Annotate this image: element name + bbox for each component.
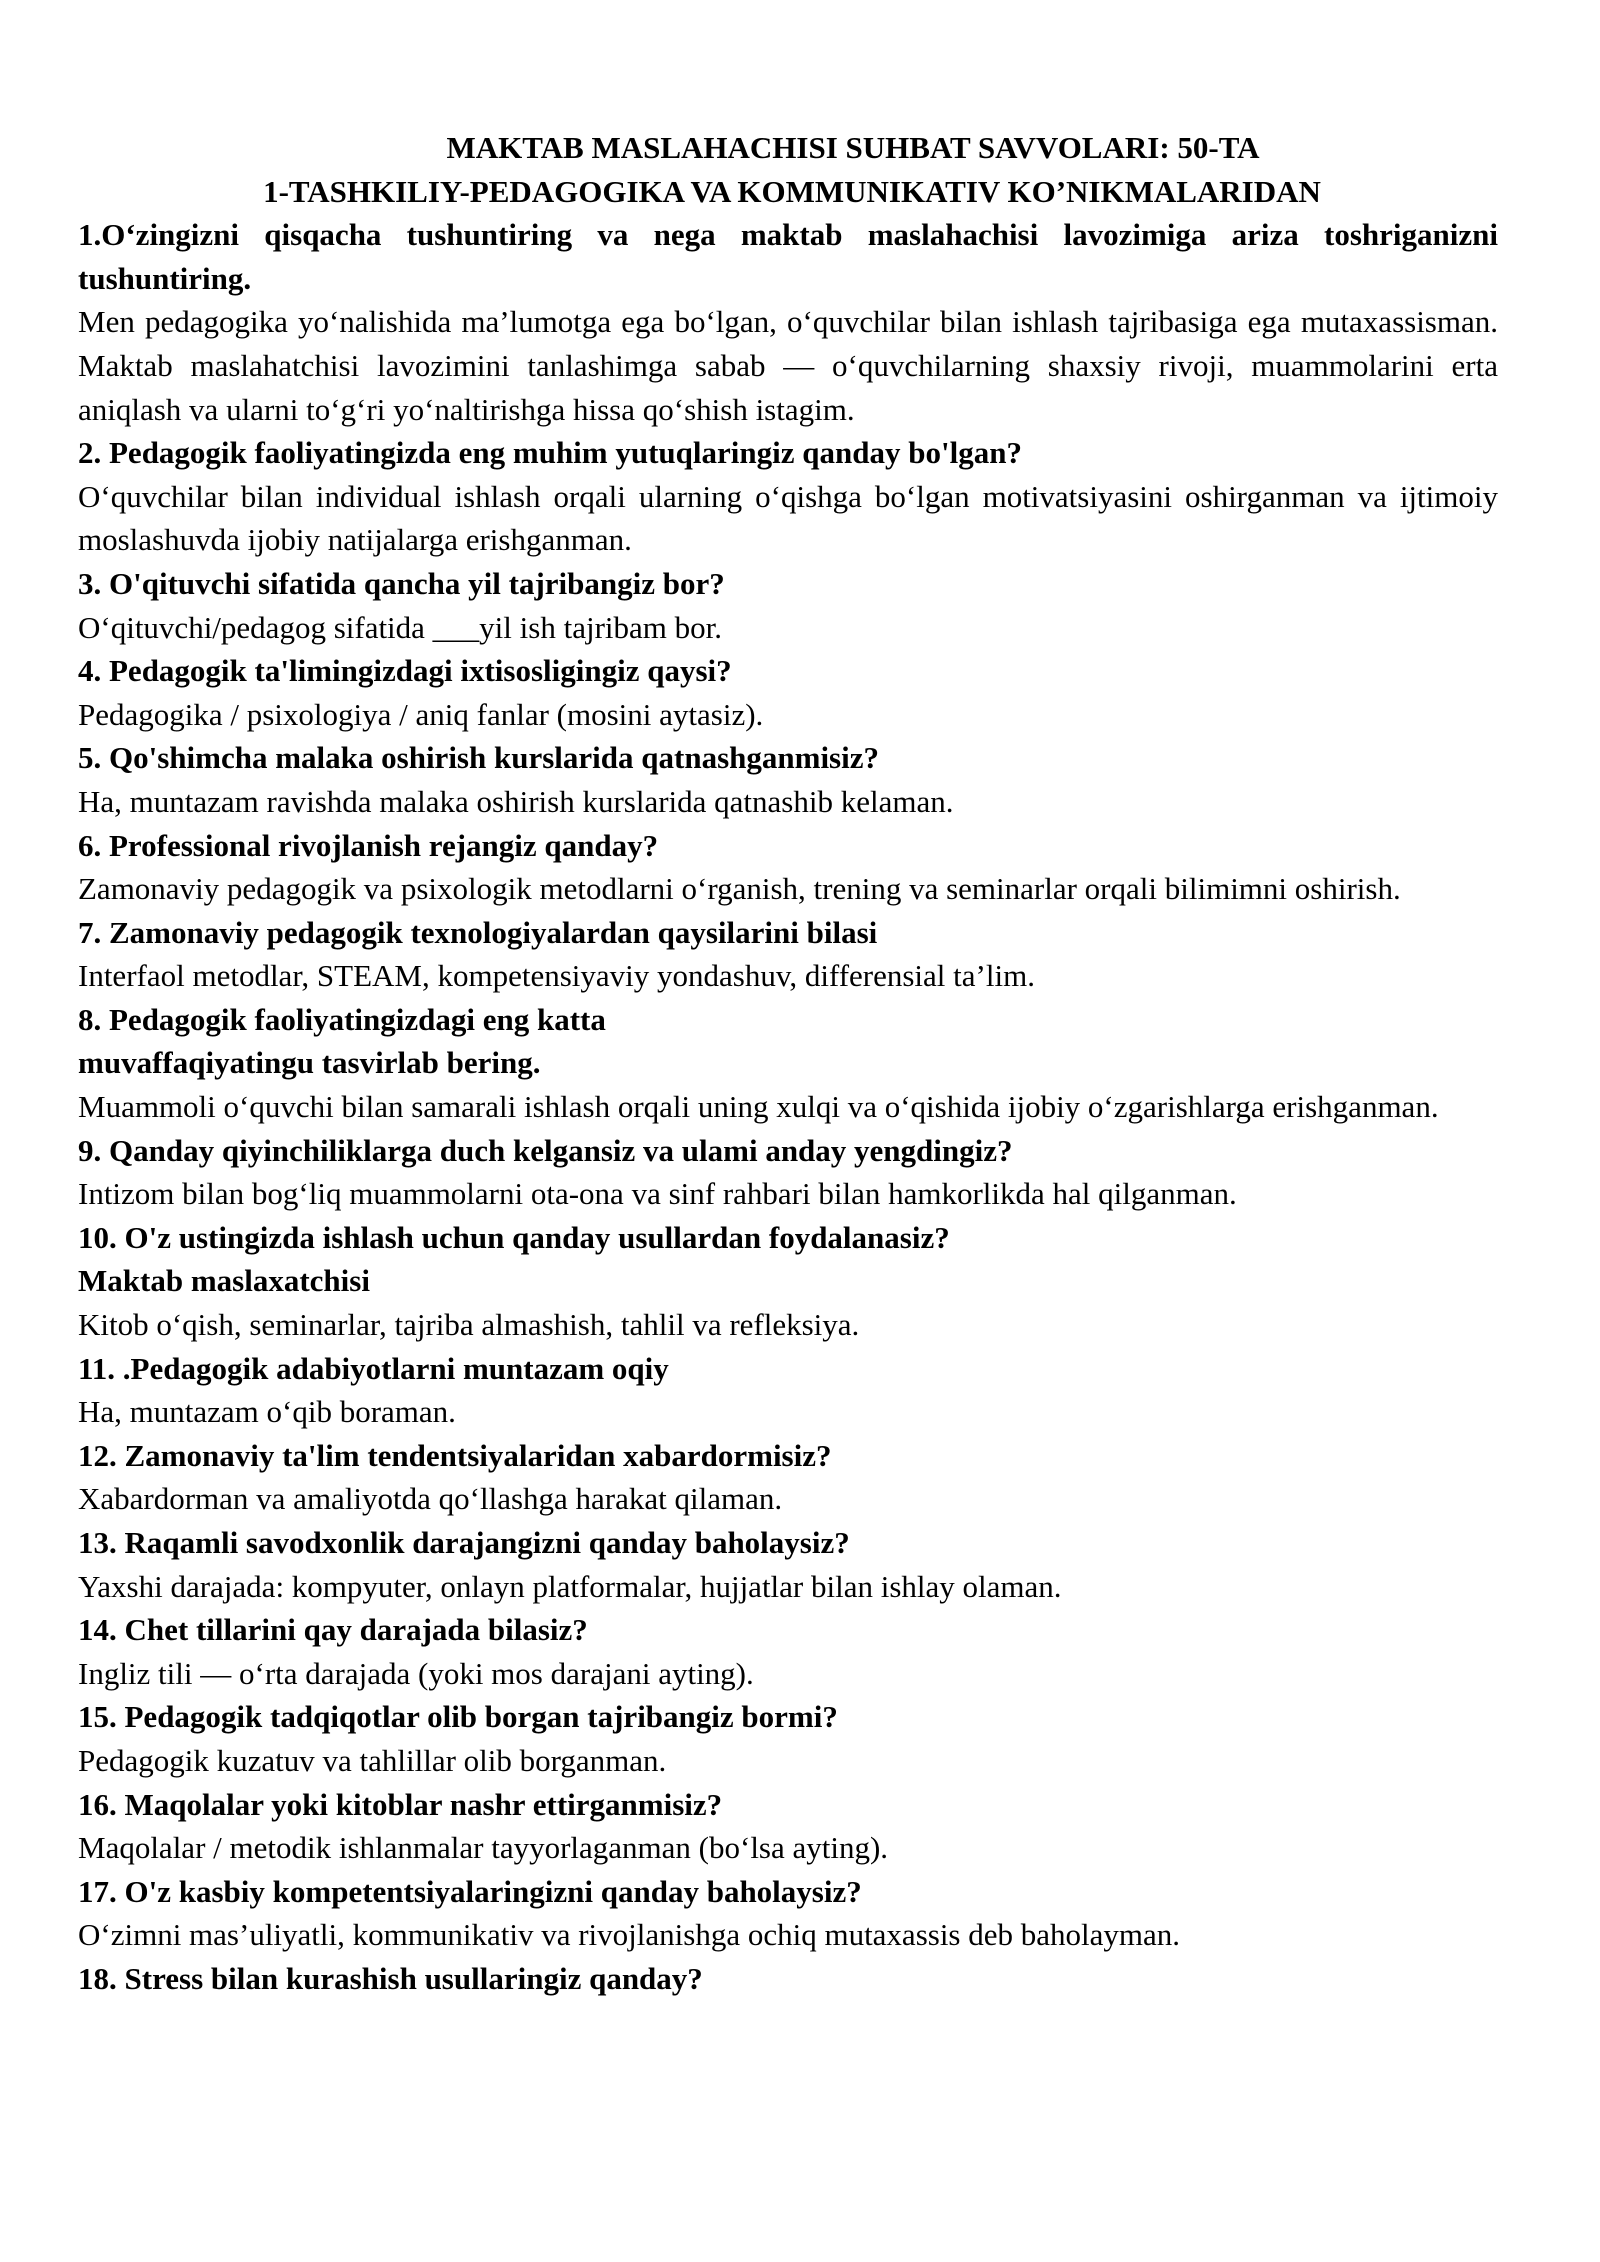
document-page	[78, 126, 1498, 2001]
question-8-line2: muvaffaqiyatingu tasvirlab bering.	[78, 1045, 541, 1081]
answer-3: O‘qituvchi/pedagog sifatida ___yil ish tajribam bor.	[78, 609, 722, 645]
question-8: 8. Pedagogik faoliyatingizdagi eng katta	[78, 1001, 606, 1037]
question-13: 13. Raqamli savodxonlik darajangizni qanday baholaysiz?	[78, 1525, 850, 1560]
question-10-line2: Maktab maslaxatchisi	[78, 1263, 370, 1299]
question-3: 3. O'qituvchi sifatida qancha yil tajribangiz bor?	[78, 565, 725, 601]
answer-5: Ha, muntazam ravishda malaka oshirish kurslarida qatnashib kelaman.	[78, 783, 954, 819]
answer-9: Intizom bilan bog‘liq muammolarni ota-ona va sinf rahbari bilan hamkorlikda hal qilganman.	[78, 1176, 1237, 1212]
answer-8: Muammoli o‘quvchi bilan samarali ishlash orqali uning xulqi va o‘qishida ijobiy o‘zgarishlarga erishganman.	[78, 1089, 1439, 1125]
document-subtitle: 1-TASHKILIY-PEDAGOGIKA VA KOMMUNIKATIV KO’NIKMALARIDAN	[263, 173, 1321, 209]
question-6: 6. Professional rivojlanish rejangiz qanday?	[78, 827, 659, 863]
question-11: 11. .Pedagogik adabiyotlarni muntazam oqiy	[78, 1350, 669, 1386]
answer-7: Interfaol metodlar, STEAM, kompetensiyaviy yondashuv, differensial ta’lim.	[78, 958, 1035, 994]
question-12: 12. Zamonaviy ta'lim tendentsiyalaridan xabardormisiz?	[78, 1437, 832, 1473]
answer-10: Kitob o‘qish, seminarlar, tajriba almashish, tahlil va refleksiya.	[78, 1307, 860, 1343]
document-title: MAKTAB MASLAHACHISI SUHBAT SAVVOLARI: 50-TA	[446, 130, 1260, 165]
question-1: 1.O‘zingizni qisqacha tushuntiring va nega maktab maslahachisi lavozimiga ariza toshriganizni tushuntiring.	[78, 217, 1498, 296]
answer-15: Pedagogik kuzatuv va tahlillar olib borganman.	[78, 1742, 667, 1778]
question-18: 18. Stress bilan kurashish usullaringiz qanday?	[78, 1960, 703, 1996]
question-14: 14. Chet tillarini qay darajada bilasiz?	[78, 1612, 588, 1648]
question-2: 2. Pedagogik faoliyatingizda eng muhim yutuqlaringiz qanday bo'lgan?	[78, 435, 1022, 471]
question-7: 7. Zamonaviy pedagogik texnologiyalardan qaysilarini bilasi	[78, 914, 878, 950]
question-5: 5. Qo'shimcha malaka oshirish kurslarida qatnashganmisiz?	[78, 740, 879, 776]
question-16: 16. Maqolalar yoki kitoblar nashr ettirganmisiz?	[78, 1786, 723, 1822]
answer-17: O‘zimni mas’uliyatli, kommunikativ va rivojlanishga ochiq mutaxassis deb baholayman.	[78, 1917, 1181, 1953]
answer-14: Ingliz tili — o‘rta darajada (yoki mos darajani ayting).	[78, 1655, 754, 1691]
question-9: 9. Qanday qiyinchiliklarga duch kelgansiz va ulami anday yengdingiz?	[78, 1132, 1013, 1168]
answer-1: Men pedagogika yo‘nalishida ma’lumotga ega bo‘lgan, o‘quvchilar bilan ishlash tajribasiga ega mutaxassisman. Maktab maslahatchisi lavozimini tanlashimga sabab — o‘quvchilarning shaxsiy rivoji, muammolarini erta aniqlash va ularni to‘g‘ri yo‘naltirishga hissa qo‘shish istagim.	[78, 304, 1498, 427]
question-15: 15. Pedagogik tadqiqotlar olib borgan tajribangiz bormi?	[78, 1699, 838, 1735]
answer-16: Maqolalar / metodik ishlanmalar tayyorlaganman (bo‘lsa ayting).	[78, 1830, 889, 1866]
question-4: 4. Pedagogik ta'limingizdagi ixtisosligingiz qaysi?	[78, 653, 732, 689]
question-10: 10. O'z ustingizda ishlash uchun qanday usullardan foydalanasiz?	[78, 1219, 950, 1255]
answer-12: Xabardorman va amaliyotda qo‘llashga harakat qilaman.	[78, 1481, 783, 1517]
answer-11: Ha, muntazam o‘qib boraman.	[78, 1394, 456, 1430]
answer-2: O‘quvchilar bilan individual ishlash orqali ularning o‘qishga bo‘lgan motivatsiyasini oshirganman va ijtimoiy moslashuvda ijobiy natijalarga erishganman.	[78, 478, 1498, 558]
answer-4: Pedagogika / psixologiya / aniq fanlar (mosini aytasiz).	[78, 696, 764, 732]
question-17: 17. O'z kasbiy kompetentsiyalaringizni qanday baholaysiz?	[78, 1873, 862, 1909]
answer-6: Zamonaviy pedagogik va psixologik metodlarni o‘rganish, trening va seminarlar orqali bilimimni oshirish.	[78, 871, 1401, 907]
answer-13: Yaxshi darajada: kompyuter, onlayn platformalar, hujjatlar bilan ishlay olaman.	[78, 1568, 1062, 1604]
